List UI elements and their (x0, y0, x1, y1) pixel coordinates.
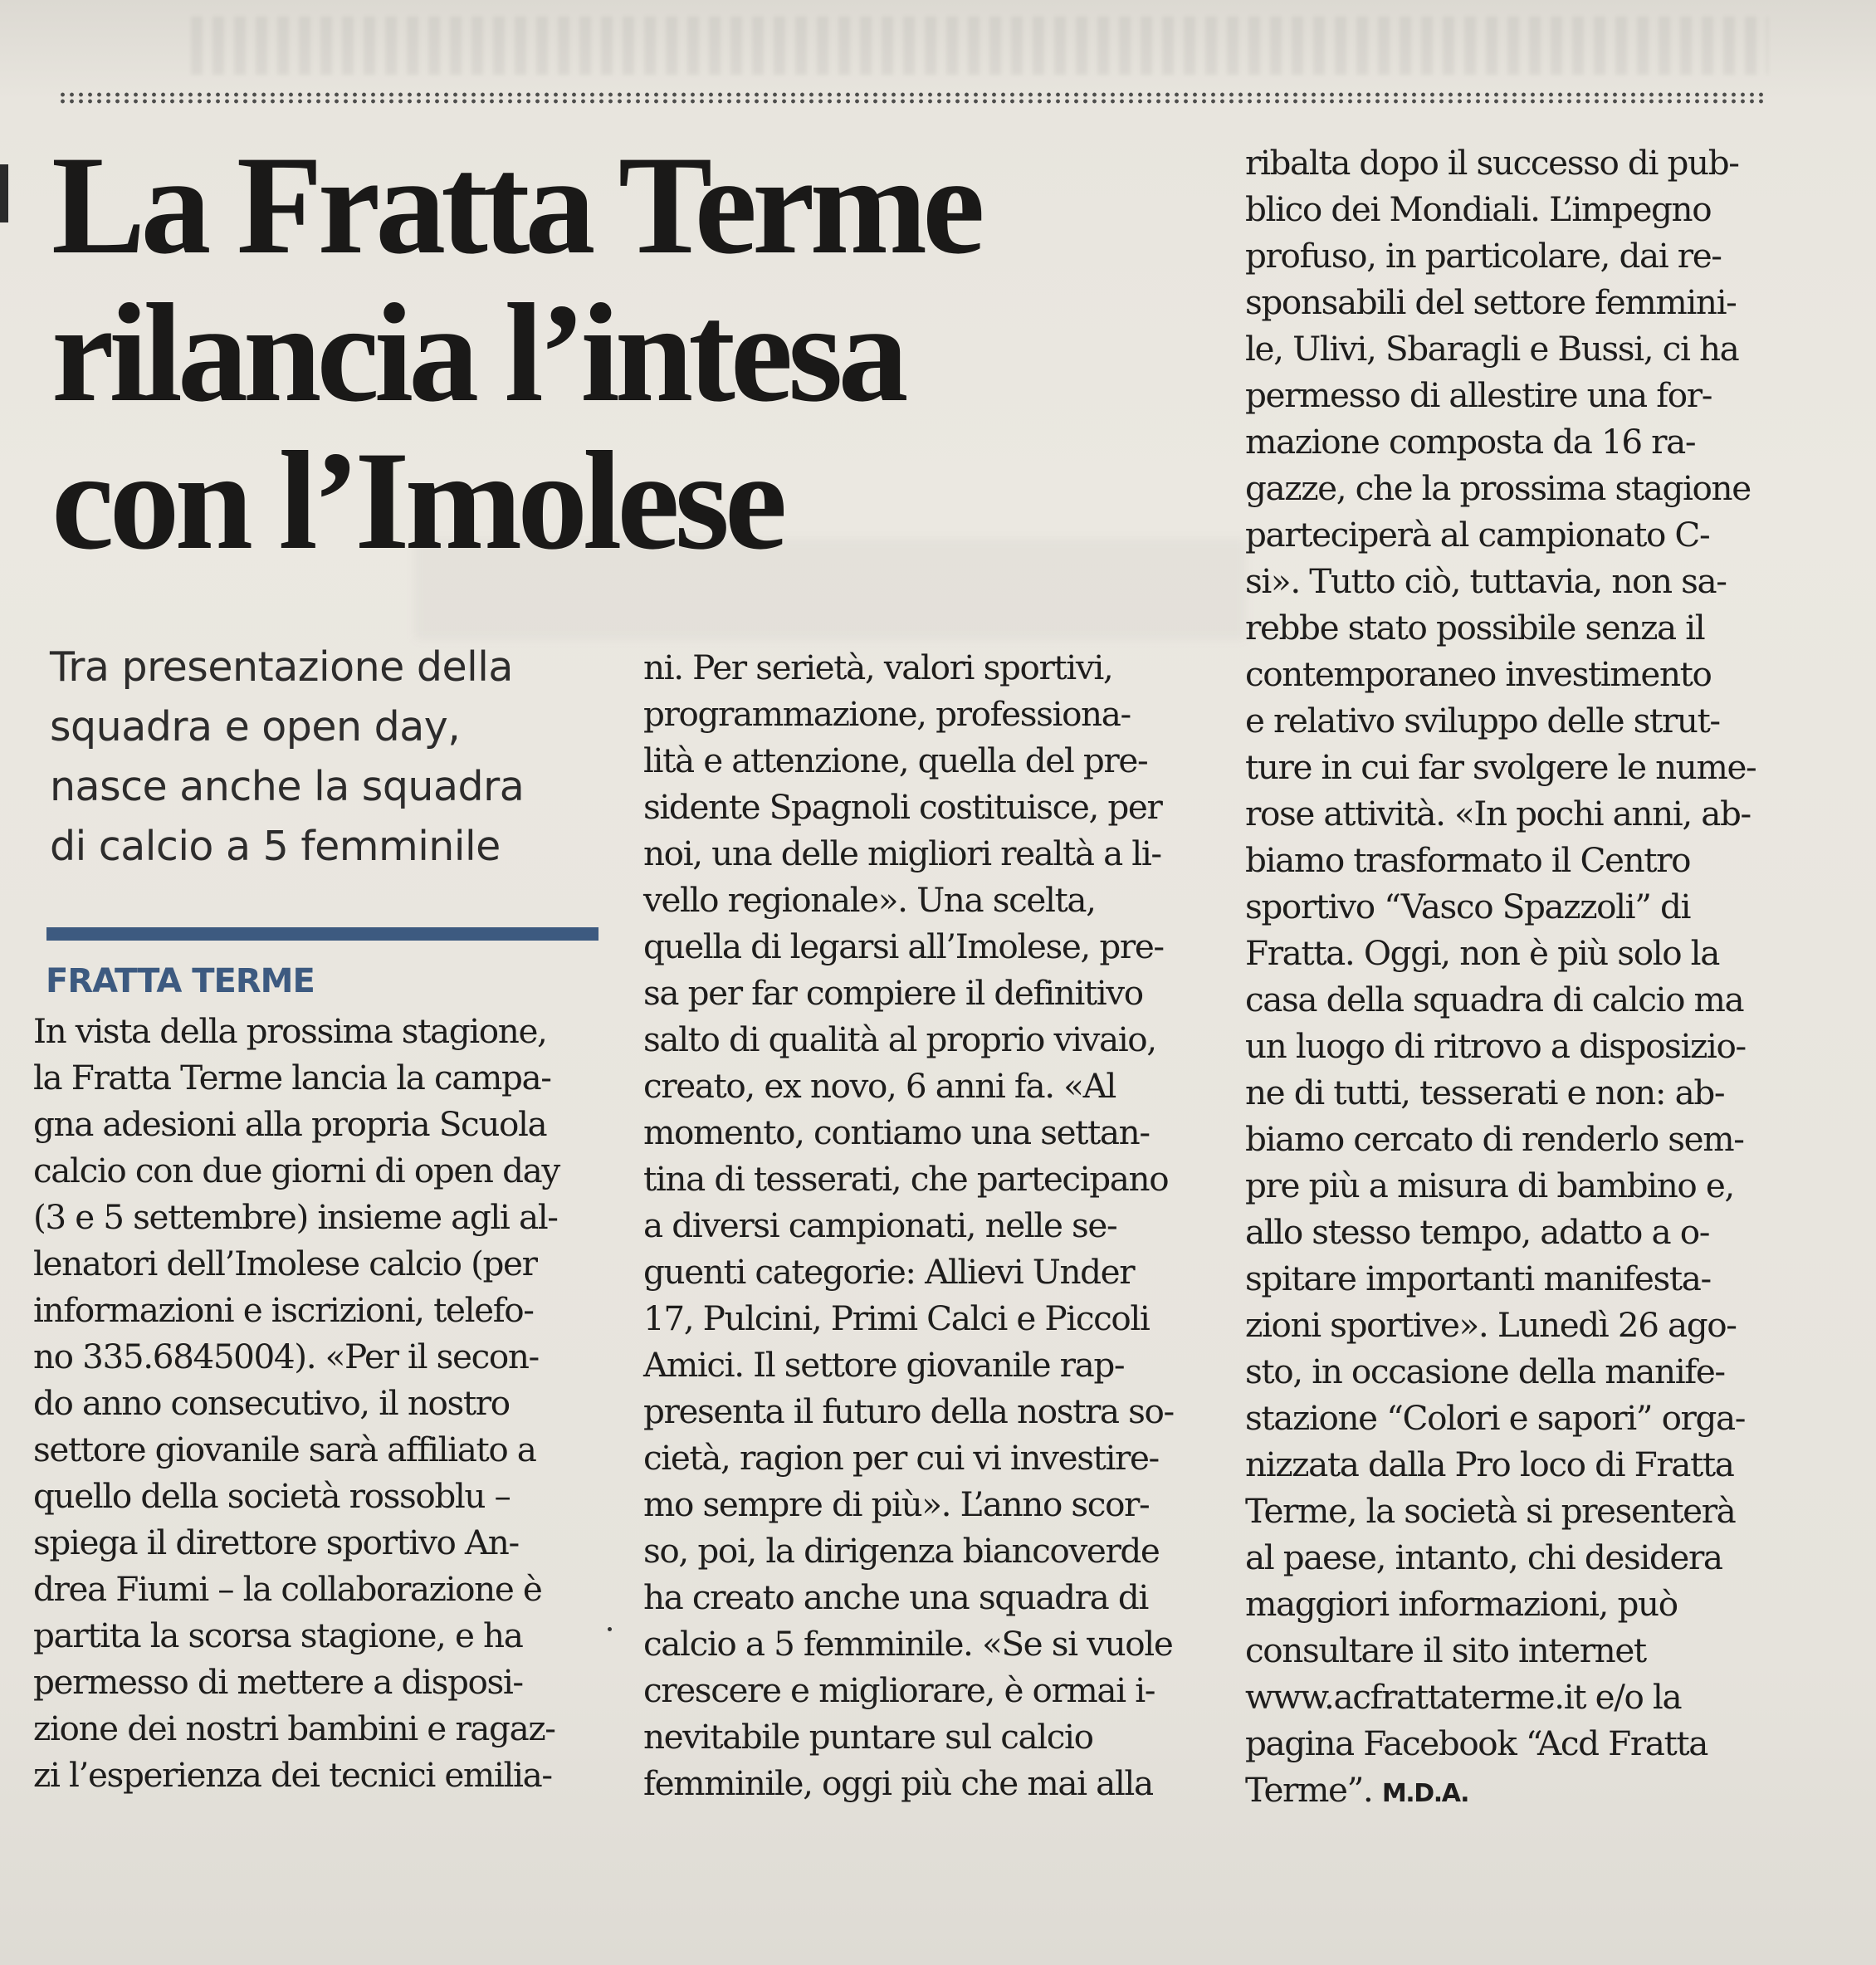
dotted-rule (58, 91, 1768, 105)
text-line: un luogo di ritrovo a disposizio- (1245, 1026, 1746, 1066)
text-line: maggiori informazioni, può (1245, 1584, 1678, 1624)
bleed-through-text (191, 17, 1768, 75)
text-line: zi l’esperienza dei tecnici emilia- (33, 1755, 552, 1795)
text-line: le, Ulivi, Sbaragli e Bussi, ci ha (1245, 329, 1739, 369)
text-line: parteciperà al campionato C- (1245, 515, 1710, 555)
text-line: casa della squadra di calcio ma (1245, 980, 1744, 1019)
adjacent-column-edge (0, 164, 8, 222)
text-line: vello regionale». Una scelta, (643, 880, 1096, 920)
text-line: blico dei Mondiali. L’impegno (1245, 189, 1712, 229)
text-line: spitare importanti manifesta- (1245, 1259, 1711, 1298)
text-line: tina di tesserati, che partecipano (643, 1159, 1169, 1199)
text-line: creato, ex novo, 6 anni fa. «Al (643, 1066, 1116, 1106)
headline (51, 127, 1238, 579)
text-line: partita la scorsa stagione, e ha (33, 1616, 523, 1655)
article-column-3 (1245, 139, 1810, 1817)
text-line: nizzata dalla Pro loco di Fratta (1245, 1444, 1734, 1484)
text-line: rose attività. «In pochi anni, ab- (1245, 794, 1751, 833)
text-line: ha creato anche una squadra di (643, 1577, 1148, 1617)
text-line: www.acfrattaterme.it e/o la (1245, 1677, 1682, 1717)
headline-line: rilancia l’intesa (51, 275, 904, 431)
text-line: informazioni e iscrizioni, telefo- (33, 1290, 534, 1330)
text-line: lità e attenzione, quella del pre- (643, 741, 1148, 780)
text-line: (3 e 5 settembre) insieme agli al- (33, 1197, 558, 1237)
text-line: ne di tutti, tesserati e non: ab- (1245, 1073, 1725, 1112)
text-line: settore giovanile sarà affiliato a (33, 1430, 536, 1469)
text-line: presenta il futuro della nostra so- (643, 1391, 1174, 1431)
text-line: drea Fiumi – la collaborazione è (33, 1569, 542, 1609)
text-line: Fratta. Oggi, non è più solo la (1245, 933, 1719, 973)
text-line: Amici. Il settore giovanile rap- (643, 1345, 1125, 1385)
subheadline-line: di calcio a 5 femminile (50, 823, 501, 870)
text-line: mo sempre di più». L’anno scor- (643, 1484, 1150, 1524)
text-line: a diversi campionati, nelle se- (643, 1205, 1117, 1245)
ink-speck (608, 1627, 612, 1631)
text-line: calcio con due giorni di open day (33, 1151, 559, 1190)
subheadline-line: squadra e open day, (50, 703, 461, 750)
text-line: al paese, intanto, chi desidera (1245, 1537, 1722, 1577)
subheadline-line: nasce anche la squadra (50, 763, 525, 810)
subheadline-line: Tra presentazione della (50, 643, 513, 691)
text-line: stazione “Colori e sapori” orga- (1245, 1398, 1746, 1438)
text-line: quella di legarsi all’Imolese, pre- (643, 926, 1164, 966)
headline-line: con l’Imolese (51, 423, 783, 579)
text-line: pagina Facebook “Acd Fratta (1245, 1723, 1708, 1763)
text-line: contemporaneo investimento (1245, 654, 1712, 694)
text-line: permesso di mettere a disposi- (33, 1662, 523, 1702)
article-column-2 (643, 644, 1208, 1806)
text-line: 17, Pulcini, Primi Calci e Piccoli (643, 1298, 1150, 1338)
text-line: sidente Spagnoli costituisce, per (643, 787, 1162, 827)
text-line: nevitabile puntare sul calcio (643, 1717, 1093, 1757)
text-line: gazze, che la prossima stagione (1245, 468, 1751, 508)
section-divider (46, 927, 598, 941)
text-line: quello della società rossoblu – (33, 1476, 511, 1516)
text-line: biamo cercato di renderlo sem- (1245, 1119, 1744, 1159)
text-line: so, poi, la dirigenza biancoverde (643, 1531, 1160, 1571)
dateline-kicker: FRATTA TERME (46, 962, 315, 1000)
text-line: rebbe stato possibile senza il (1245, 608, 1705, 648)
text-line: pre più a misura di bambino e, (1245, 1166, 1734, 1205)
text-line: In vista della prossima stagione, (33, 1011, 547, 1051)
text-line-final (1245, 1767, 1810, 1817)
text-line-end: Terme”. (1245, 1770, 1373, 1810)
text-line: mazione composta da 16 ra- (1245, 422, 1696, 462)
text-line: calcio a 5 femminile. «Se si vuole (643, 1624, 1173, 1664)
text-line: gna adesioni alla propria Scuola (33, 1104, 547, 1144)
text-line: biamo trasformato il Centro (1245, 840, 1691, 880)
headline-line: La Fratta Terme (51, 127, 980, 283)
article-column-1 (33, 1008, 598, 1798)
text-line: Terme, la società si presenterà (1245, 1491, 1736, 1531)
text-line: ni. Per serietà, valori sportivi, (643, 648, 1113, 687)
text-line: sa per far compiere il definitivo (643, 973, 1143, 1013)
subheadline (50, 638, 614, 877)
text-line: zioni sportive». Lunedì 26 ago- (1245, 1305, 1737, 1345)
text-line: no 335.6845004). «Per il secon- (33, 1337, 539, 1376)
text-line: si». Tutto ciò, tuttavia, non sa- (1245, 561, 1727, 601)
text-line: ture in cui far svolgere le nume- (1245, 747, 1756, 787)
text-line: femminile, oggi più che mai alla (643, 1763, 1153, 1803)
text-line: spiega il direttore sportivo An- (33, 1523, 519, 1562)
text-line: consultare il sito internet (1245, 1630, 1646, 1670)
text-line: programmazione, professiona- (643, 694, 1131, 734)
text-line: permesso di allestire una for- (1245, 375, 1712, 415)
text-line: ribalta dopo il successo di pub- (1245, 143, 1739, 183)
text-line: guenti categorie: Allievi Under (643, 1252, 1135, 1292)
text-line: sponsabili del settore femmini- (1245, 282, 1737, 322)
text-line: cietà, ragion per cui vi investire- (643, 1438, 1159, 1478)
text-line: profuso, in particolare, dai re- (1245, 236, 1722, 276)
text-line: crescere e migliorare, è ormai i- (643, 1670, 1155, 1710)
text-line: sportivo “Vasco Spazzoli” di (1245, 887, 1691, 926)
text-line: salto di qualità al proprio vivaio, (643, 1019, 1156, 1059)
text-line: lenatori dell’Imolese calcio (per (33, 1244, 537, 1283)
text-line: zione dei nostri bambini e ragaz- (33, 1708, 555, 1748)
text-line: noi, una delle migliori realtà a li- (643, 833, 1161, 873)
text-line: allo stesso tempo, adatto a o- (1245, 1212, 1709, 1252)
text-line: la Fratta Terme lancia la campa- (33, 1058, 551, 1097)
text-line: sto, in occasione della manife- (1245, 1352, 1725, 1391)
author-signature: M.D.A. (1381, 1779, 1469, 1808)
text-line: momento, contiamo una settan- (643, 1112, 1150, 1152)
text-line: do anno consecutivo, il nostro (33, 1383, 510, 1423)
text-line: e relativo sviluppo delle strut- (1245, 701, 1720, 741)
